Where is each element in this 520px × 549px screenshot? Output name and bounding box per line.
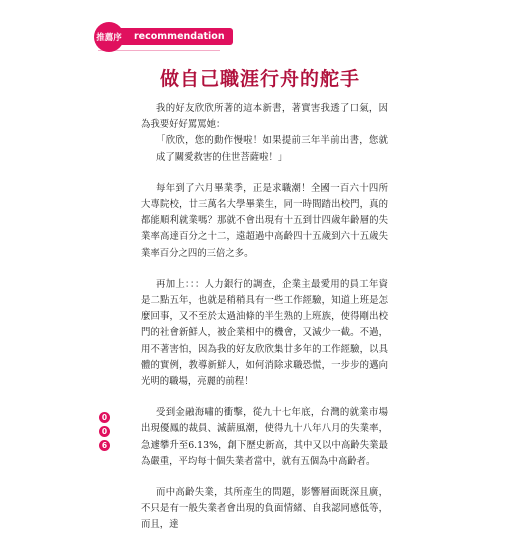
section-header (94, 28, 233, 45)
body-text (141, 101, 388, 549)
paragraph-4: 受到金融海嘯的衝擊，從九十七年底，台灣的就業市場出現優鳳的裁員、減薪風潮，使得九十八年八月的失業率，急遽攀升至6.13%，創下歷史新高，其中又以中高齡失業最為嚴重，平均每十個失業者當中，就有五個為中高齡者。 (141, 407, 388, 467)
page-digit-2: 0 (99, 426, 110, 437)
header-divider (98, 50, 220, 51)
paragraph-3: 再加上：：：人力銀行的調查，企業主最愛用的員工年資是二點五年，也就是稍稍具有一些工作經驗，知道上班是怎麼回事，又不至於太過油條的半生熟的上班族，使得剛出校門的社會新鮮人，被企業相中的機會，又減少一截。不過，用不著害怕，因為我的好友欣欣集廿多年的工作經驗，以具體的實例，教導新鮮人，如何消除求職恐慌，一步步的邁向光明的職場，亮麗的前程！ (141, 278, 388, 388)
paragraph-2: 每年到了六月畢業季，正是求職潮！全國一百六十四所大專院校，廿三萬名大學畢業生，同一時間踏出校門，真的都能順利就業嗎？那就不會出現有十五到廿四歲年齡層的失業率高達百分之十二，遠超過中高齡四十五歲到六十五歲失業率百分之四的三倍之多。 (141, 182, 388, 259)
paragraph-5: 而中高齡失業，其所產生的問題，影響層面既深且廣，不只是有一般失業者會出現的負面情緒、自我認同感低等，而且，達 (141, 487, 388, 531)
page-digit-3: 6 (99, 440, 110, 451)
page-digit-1: 0 (99, 412, 110, 423)
section-label: recommendation (114, 28, 233, 45)
paragraph-1: 我的好友欣欣所著的這本新書，著實害我透了口氣，因為我要好好罵罵她： (141, 103, 388, 131)
page-title: 做自己職涯行舟的舵手 (159, 68, 360, 90)
quote-text: 「欣欣，您的動作慢啦！如果提前三年半前出書，您就成了關愛救害的住世菩薩啦！」 (156, 135, 388, 163)
section-badge: 推薦序 (94, 22, 124, 52)
page-number (99, 412, 110, 451)
